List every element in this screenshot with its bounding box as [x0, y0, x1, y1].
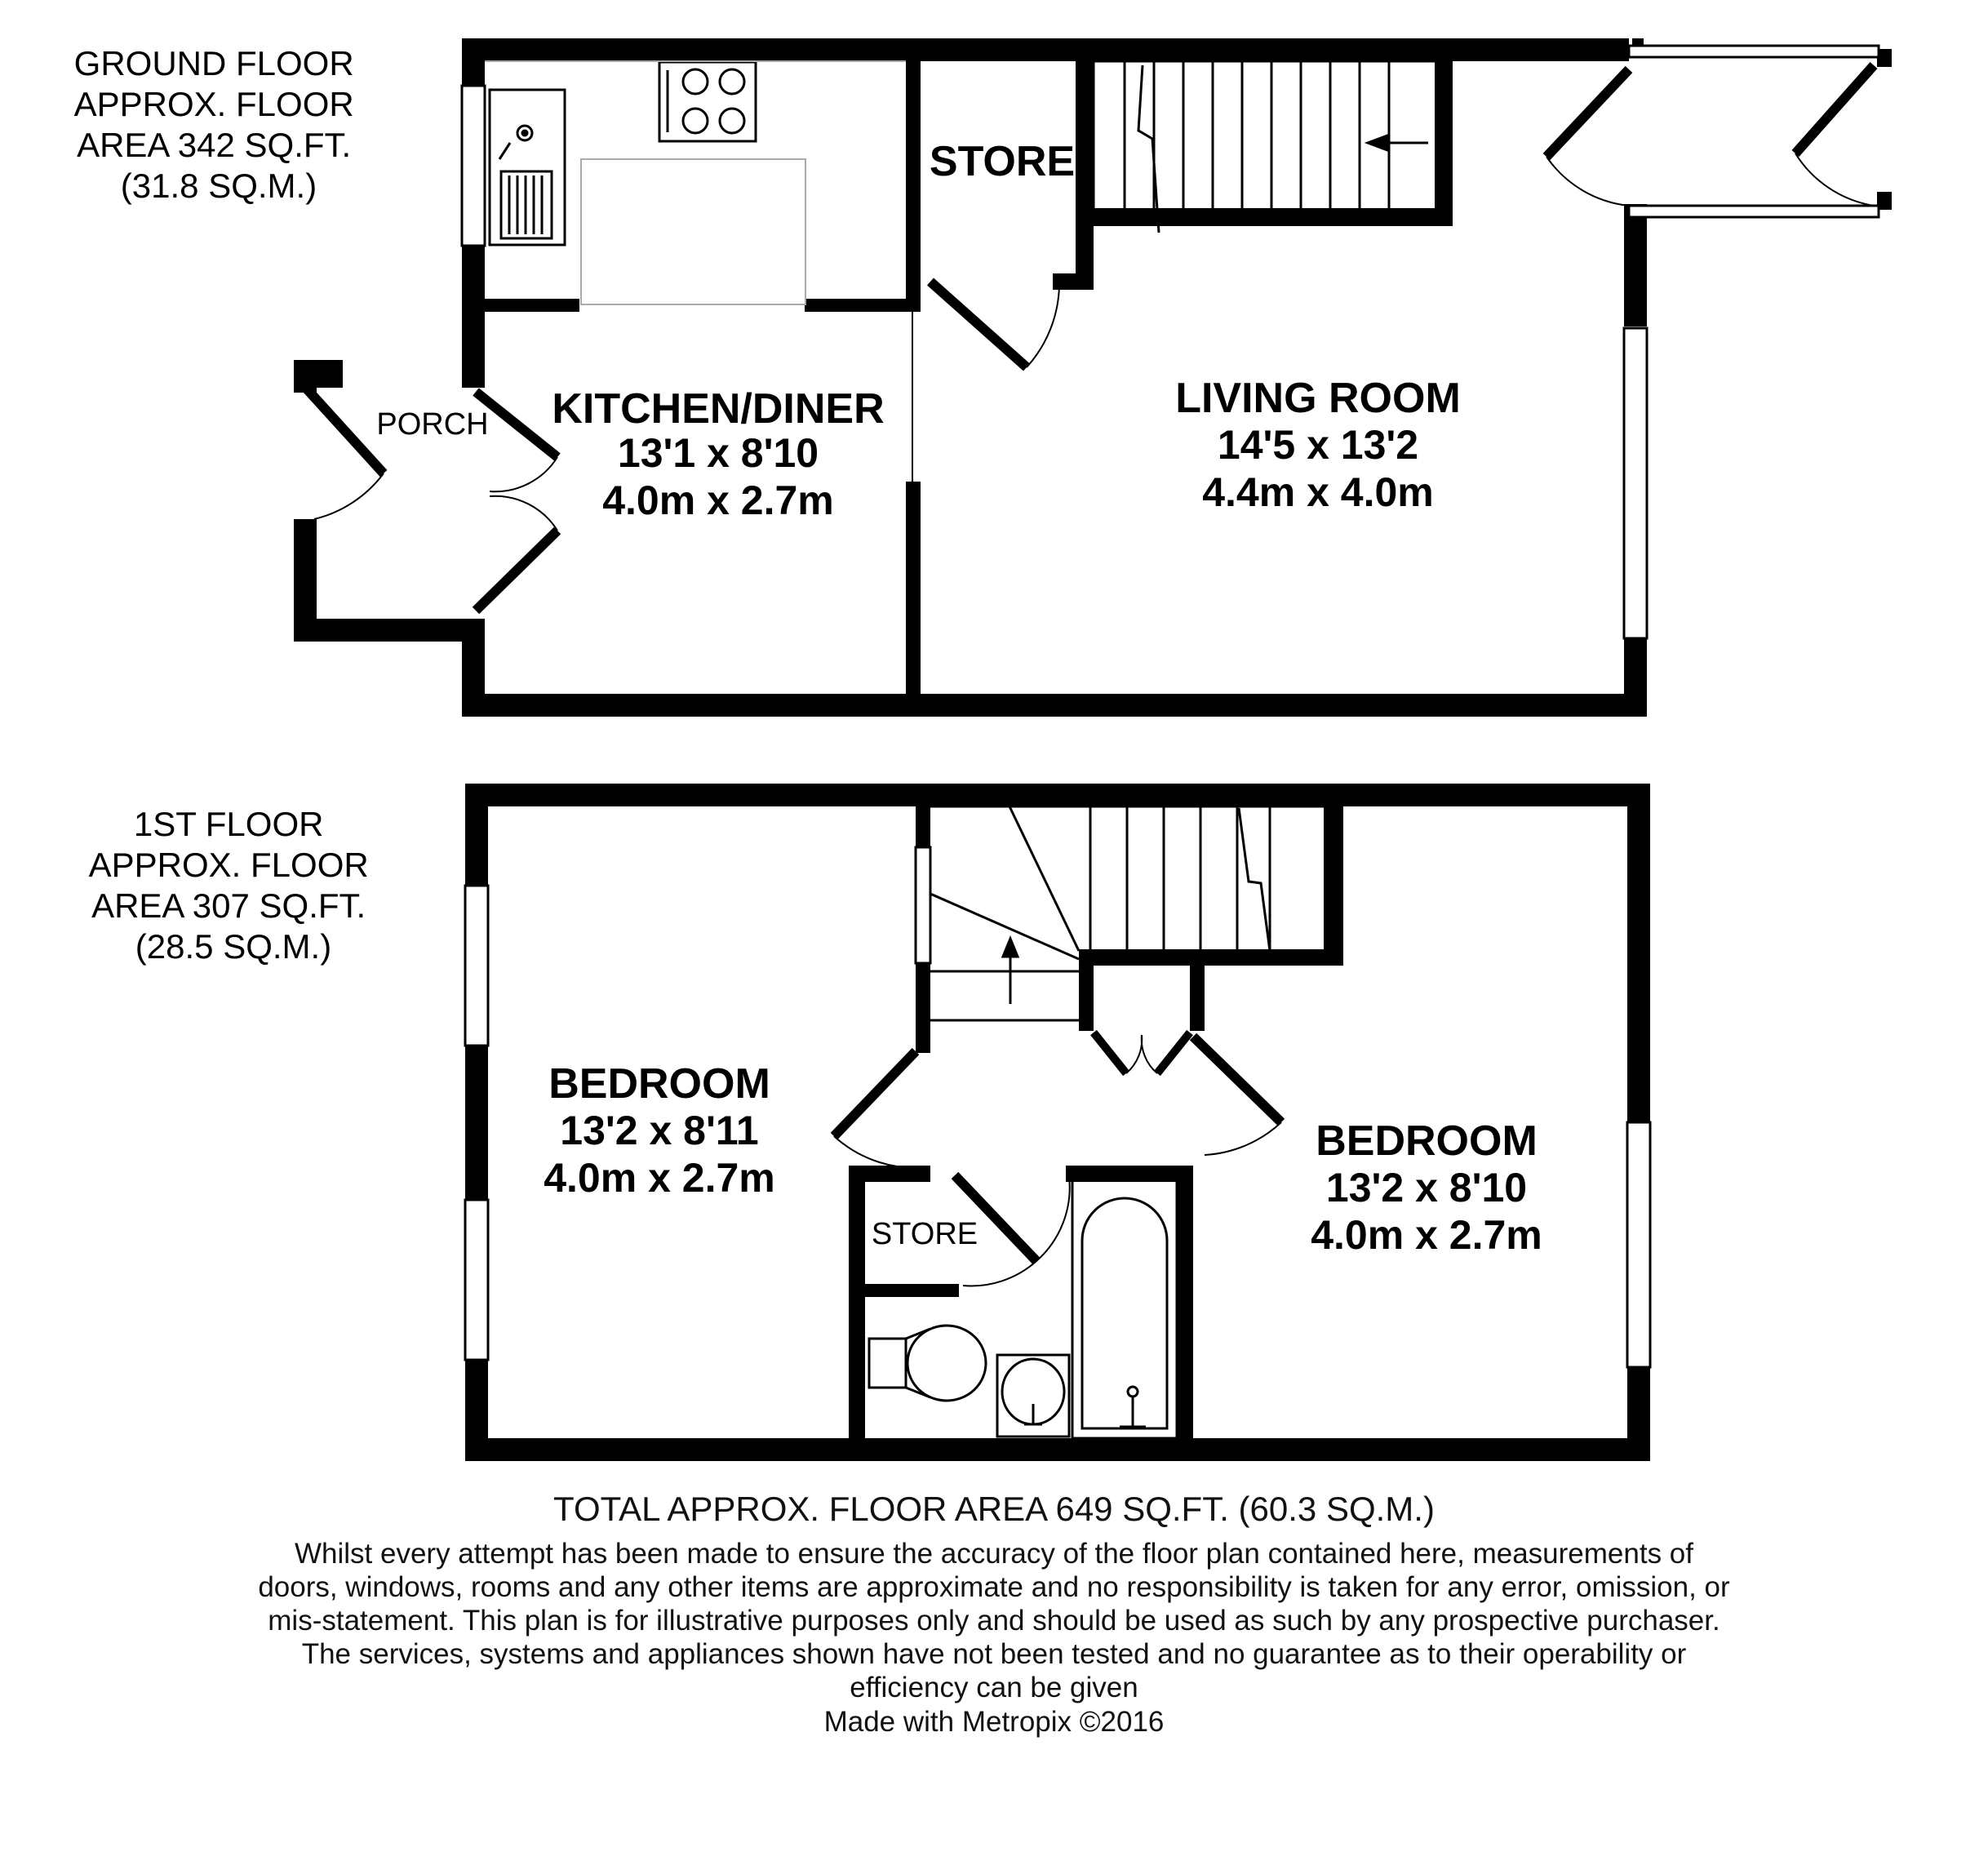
living-dim-imperial: 14'5 x 13'2 [1217, 422, 1419, 468]
living-dim-metric: 4.4m x 4.0m [1202, 469, 1434, 515]
first-stairs [930, 806, 1324, 1020]
bedroom-right-dim-metric: 4.0m x 2.7m [1311, 1212, 1542, 1258]
ground-store-label: STORE [929, 138, 1076, 185]
kitchen-fixtures [485, 61, 906, 304]
ground-stairs [1094, 61, 1436, 233]
entrance-door-left [1546, 69, 1629, 157]
bedroom-left-window-1 [465, 886, 488, 1046]
bedroom-left-door [834, 1051, 916, 1136]
store-door [930, 282, 1027, 367]
total-floor-area: TOTAL APPROX. FLOOR AREA 649 SQ.FT. (60.3 SQ.M.) [553, 1490, 1435, 1528]
kitchen-dim-metric: 4.0m x 2.7m [602, 477, 834, 523]
disclaimer-text: Whilst every attempt has been made to ensure the accuracy of the floor plan contained here, measurements of doors, windows, rooms and any other items are approximate and no responsibility is taken for any error, omission, or mis-statement. This plan is for illustrative purposes only and should be used as such by any prospective purchaser. The services, systems and appliances shown have not been tested and no guarantee as to their operability or efficiency can be given [258, 1538, 1730, 1703]
porch-label: PORCH [376, 407, 489, 442]
bedroom-left-label: BEDROOM [548, 1060, 770, 1108]
first-floor-area-label: 1ST FLOOR APPROX. FLOOR AREA 307 SQ.FT. (28.5 SQ.M.) [88, 805, 369, 966]
bedroom-left-dim-metric: 4.0m x 2.7m [544, 1155, 775, 1201]
kitchen-worktop [581, 159, 805, 304]
bedroom-left-window-2 [465, 1200, 488, 1360]
living-window [1624, 328, 1647, 638]
kitchen-window [462, 86, 485, 246]
bedroom-right-dim-imperial: 13'2 x 8'10 [1325, 1165, 1528, 1210]
ground-floor-windows [462, 46, 1879, 638]
first-store-label: STORE [871, 1217, 978, 1251]
bedroom-right-door [1193, 1037, 1281, 1122]
ground-floor-area-label: GROUND FLOOR APPROX. FLOOR AREA 342 SQ.FT. (31.8 SQ.M.) [73, 44, 354, 205]
living-room-label: LIVING ROOM [1175, 375, 1461, 422]
ground-floor [74, 38, 1892, 717]
first-floor [89, 784, 1650, 1461]
footer [122, 1490, 1866, 1740]
bedroom-left-dim-imperial: 13'2 x 8'11 [560, 1108, 759, 1153]
cupboard-door-right [1157, 1033, 1190, 1073]
kitchen-label: KITCHEN/DINER [552, 385, 885, 433]
toilet-icon [869, 1339, 906, 1388]
porch-inner-door-bottom [476, 531, 557, 611]
porch-outer-door [302, 384, 384, 473]
entrance-top-frame [1629, 46, 1879, 57]
entrance-bottom-frame [1629, 206, 1879, 217]
credit-text: Made with Metropix ©2016 [823, 1706, 1165, 1738]
cupboard-door-left [1094, 1033, 1126, 1073]
bedroom-right-window [1627, 1122, 1650, 1367]
kitchen-dim-imperial: 13'1 x 8'10 [617, 430, 819, 476]
bedroom-right-label: BEDROOM [1316, 1117, 1538, 1165]
entrance-door-right [1795, 65, 1874, 153]
landing-window [916, 847, 930, 963]
